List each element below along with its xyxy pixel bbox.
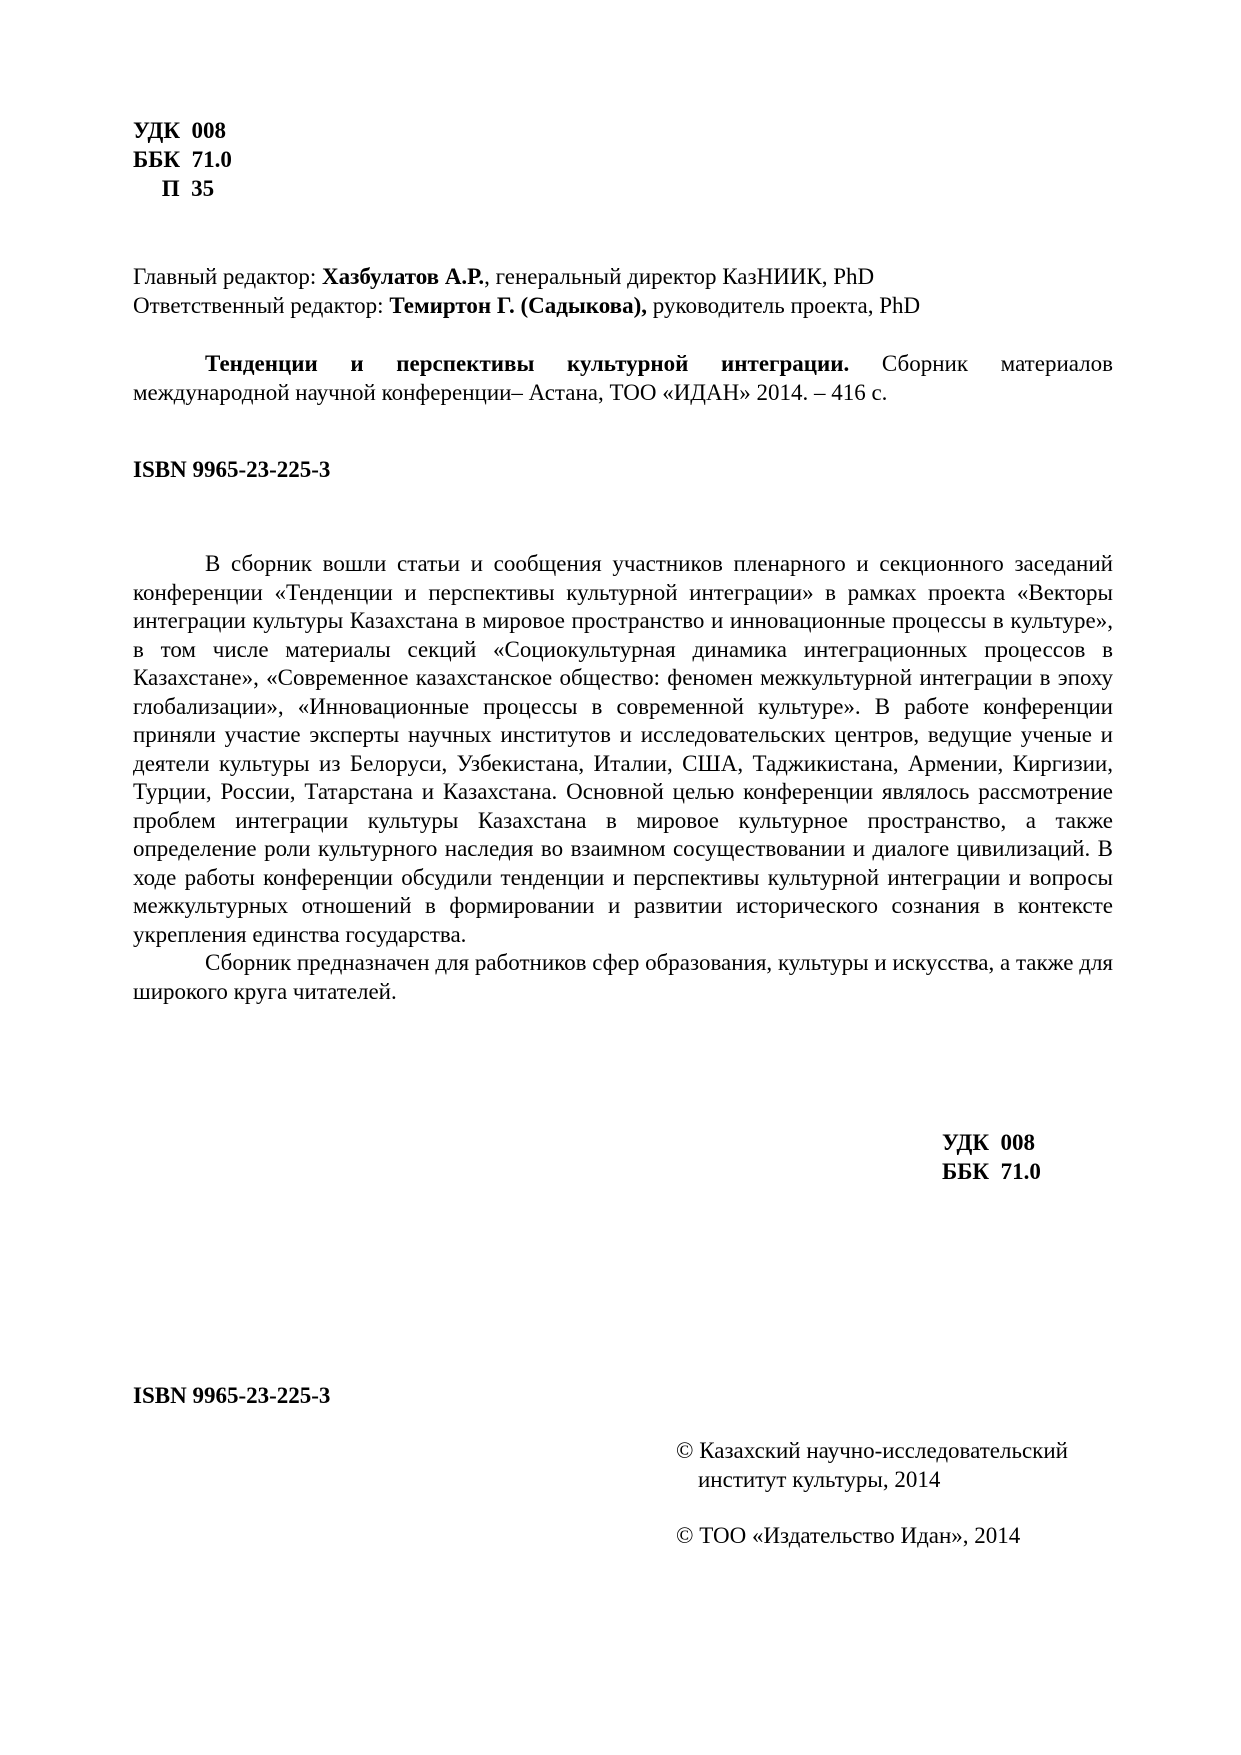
udk-code-right: УДК 008 [942, 1130, 1036, 1155]
copyright-institute-line2: институт культуры, 2014 [698, 1467, 941, 1492]
isbn-top: ISBN 9965-23-225-3 [133, 457, 331, 482]
chief-editor-prefix: Главный редактор: [133, 264, 323, 289]
chief-editor-line [133, 262, 1113, 291]
classification-codes-right [942, 1128, 1041, 1186]
chief-editor-name: Хазбулатов А.Р. [322, 264, 485, 289]
author-mark: П 35 [133, 176, 215, 201]
publication-description [133, 349, 1113, 407]
copyright-institute [676, 1436, 1068, 1494]
responsible-editor-name: Темиртон Г. (Садыкова), [389, 293, 648, 318]
copyright-institute-line1: © Казахский научно-исследовательский [676, 1438, 1068, 1463]
responsible-editor-line [133, 291, 1113, 320]
bbk-code: ББК 71.0 [133, 147, 232, 172]
responsible-editor-suffix: руководитель проекта, PhD [647, 293, 921, 318]
isbn-bottom: ISBN 9965-23-225-3 [133, 1383, 331, 1408]
abstract-paragraph-1: В сборник вошли статьи и сообщения участников пленарного и секционного заседаний конференции «Тенденции и перспективы культурной интеграции» в рамках проекта «Векторы интеграции культуры Казахстана в мировое пространство и инновационные процессы в культуре», в том числе материалы секций «Социокультурная динамика интеграционных процессов в Казахстане», «Современное казахстанское общество: феномен межкультурной интеграции в эпоху глобализации», «Инновационные процессы в современной культуре». В работе конференции приняли участие эксперты научных институтов и исследовательских центров, ведущие ученые и деятели культуры из Белоруси, Узбекистана, Италии, США, Таджикистана, Армении, Киргизии, Турции, России, Татарстана и Казахстана. Основной целью конференции являлось рассмотрение проблем интеграции культуры Казахстана в мировое культурное пространство, а также определение роли культурного наследия во взаимном сосуществовании и диалоге цивилизаций. В ходе работы конференции обсудили тенденции и перспективы культурной интеграции и вопросы межкультурных отношений в формировании и развитии исторического сознания в контексте укрепления единства государства. [133, 551, 1113, 947]
chief-editor-suffix: , генеральный директор КазНИИК, PhD [484, 264, 875, 289]
copyright-publisher: © ТОО «Издательство Идан», 2014 [676, 1523, 1021, 1548]
responsible-editor-prefix: Ответственный редактор: [133, 293, 390, 318]
abstract-paragraph-2: Сборник предназначен для работников сфер образования, культуры и искусства, а также для широкого круга читателей. [133, 950, 1113, 1004]
publication-paragraph [133, 349, 1113, 407]
bbk-code-right: ББК 71.0 [942, 1159, 1041, 1184]
publication-title: Тенденции и перспективы культурной интеграции. [205, 351, 850, 376]
udk-code: УДК 008 [133, 118, 227, 143]
editors-block [133, 262, 1113, 320]
classification-codes [133, 116, 232, 203]
abstract-block [133, 550, 1113, 1006]
publication-details: Сборник материалов международной научной конференции– Астана, ТОО «ИДАН» 2014. – 416 с. [133, 351, 1113, 405]
